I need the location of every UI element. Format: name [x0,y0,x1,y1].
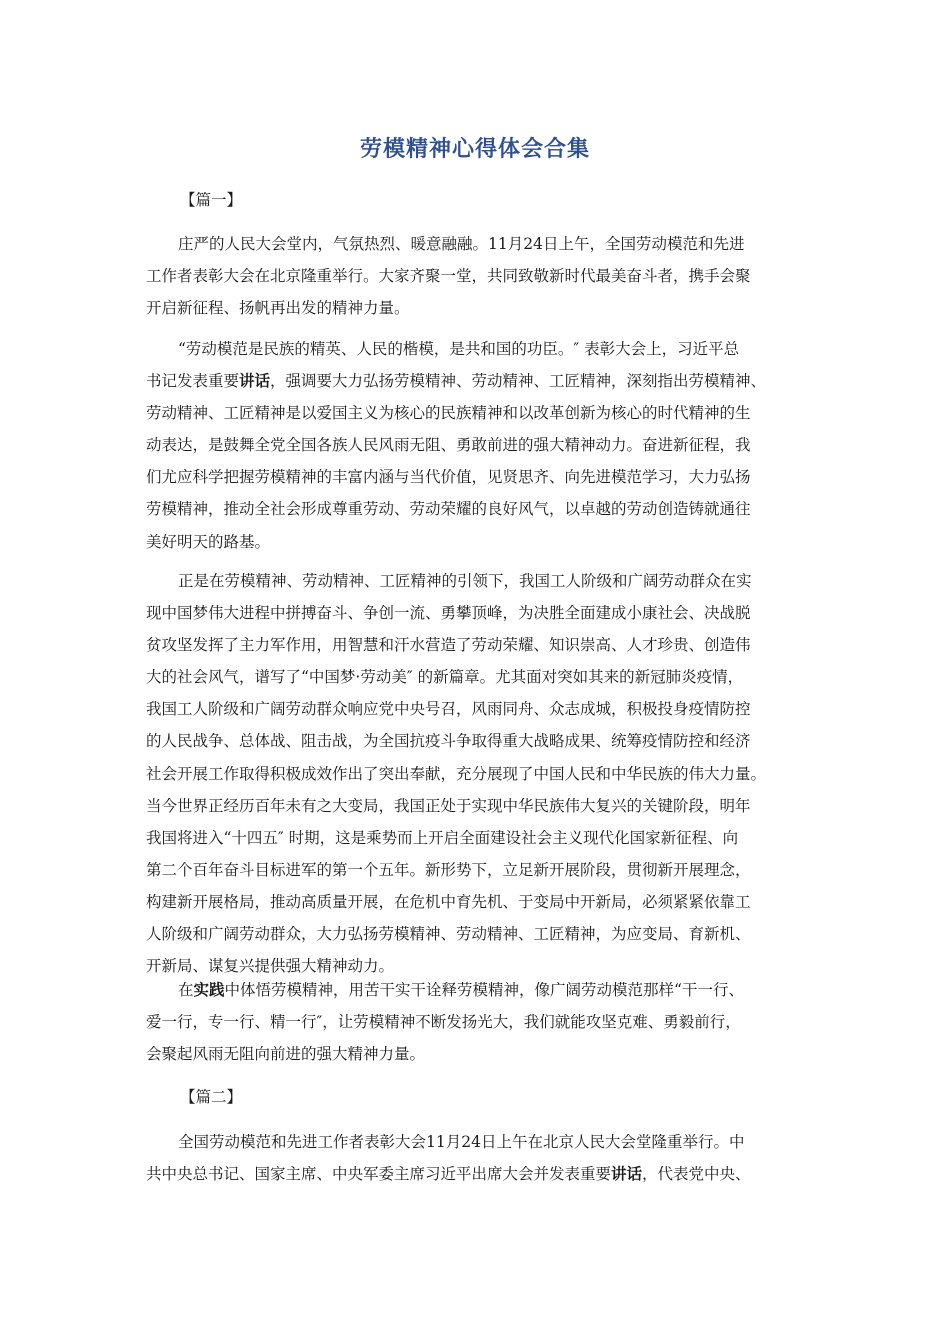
paragraph-2-text-start: “劳动模范是民族的精英、人民的楷模，是共和国的功臣。″ 表彰大会上，习近平总 书记发表重要 [146,340,740,391]
section-heading-1: 【篇一】 [180,191,243,209]
paragraph-4 [146,974,808,1070]
keyword-practice: 实践 [193,980,225,999]
paragraph-5-text-start: 全国劳动模范和先进工作者表彰大会11月24日上午在北京人民大会堂隆重举行。中 共中央总书记、国家主席、中央军委主席习近平出席大会并发表重要 [146,1133,745,1184]
paragraph-5-text-end: ，代表党中央、 [642,1165,751,1184]
paragraph-2 [146,333,808,558]
paragraph-4-text-end: 中体悟劳模精神，用苦干实干诠释劳模精神，像广阔劳动模范那样“干一行、 爱一行，专一行、精一行″，让劳模精神不断发扬光大，我们就能攻坚克难、勇毅前行， 会聚起风雨无阻向前进的强大精神力量。 [146,981,744,1064]
section-heading-2: 【篇二】 [180,1088,243,1106]
paragraph-1: 庄严的人民大会堂内，气氛热烈、暖意融融。11月24日上午，全国劳动模范和先进 工作者表彰大会在北京隆重举行。大家齐聚一堂，共同致敬新时代最美奋斗者，携手会聚 开启新征程、扬帆再出发的精神力量。 [146,235,751,318]
keyword-speech: 讲话 [239,371,271,391]
paragraph-4-text-start: 在 [178,981,194,999]
paragraph-2-text-end: ，强调要大力弘扬劳模精神、劳动精神、工匠精神，深刻指出劳模精神、 劳动精神、工匠精神是以爱国主义为核心的民族精神和以改革创新为核心的时代精神的生 动表达，是鼓舞全党全国各族人民风雨无阻、勇敢前进的强大精神动力。奋进新征程，我 们尤应科学把握劳模精神的丰富内涵与当代价值，见贤思齐、向先进模范学习，大力弘扬 劳模精神，推动全社会形成尊重劳动、劳动荣耀的良好风气，以卓越的劳动创造铸就通往 美好明天的路基。 [146,372,767,551]
document-title: 劳模精神心得体会合集 [359,137,590,162]
keyword-speech-2: 讲话 [611,1164,643,1184]
paragraph-3: 正是在劳模精神、劳动精神、工匠精神的引领下，我国工人阶级和广阔劳动群众在实 现中国梦伟大进程中拼搏奋斗、争创一流、勇攀顶峰，为决胜全面建成小康社会、决战脱 贫攻坚发挥了主力军作用，用智慧和汗水营造了劳动荣耀、知识崇高、人才珍贵、创造伟 大的社会风气，谱写了“中国梦·劳动美″ 的新篇章。尤其面对突如其来的新冠肺炎疫情， 我国工人阶级和广阔劳动群众响应党中央号召，风雨同舟、众志成城，积极投身疫情防控 的人民战争、总体战、阻击战，为全国抗疫斗争取得重大战略成果、统筹疫情防控和经济 社会开展工作取得积极成效作出了突出奉献，充分展现了中国人民和中华民族的伟大力量。 当今世界正经历百年未有之大变局，我国正处于实现中华民族伟大复兴的关键阶段，明年 我国将进入“十四五″ 时期，这是乘势而上开启全面建设社会主义现代化国家新征程、向 第二个百年奋斗目标进军的第一个五年。新形势下，立足新开展阶段，贯彻新开展理念， 构建新开展格局，推动高质量开展，在危机中育先机、于变局中开新局，必须紧紧依靠工 人阶级和广阔劳动群众，大力弘扬劳模精神、劳动精神、工匠精神，为应变局、育新机、 开新局、谋复兴提供强大精神动力。 [146,572,767,976]
paragraph-5 [146,1126,808,1190]
